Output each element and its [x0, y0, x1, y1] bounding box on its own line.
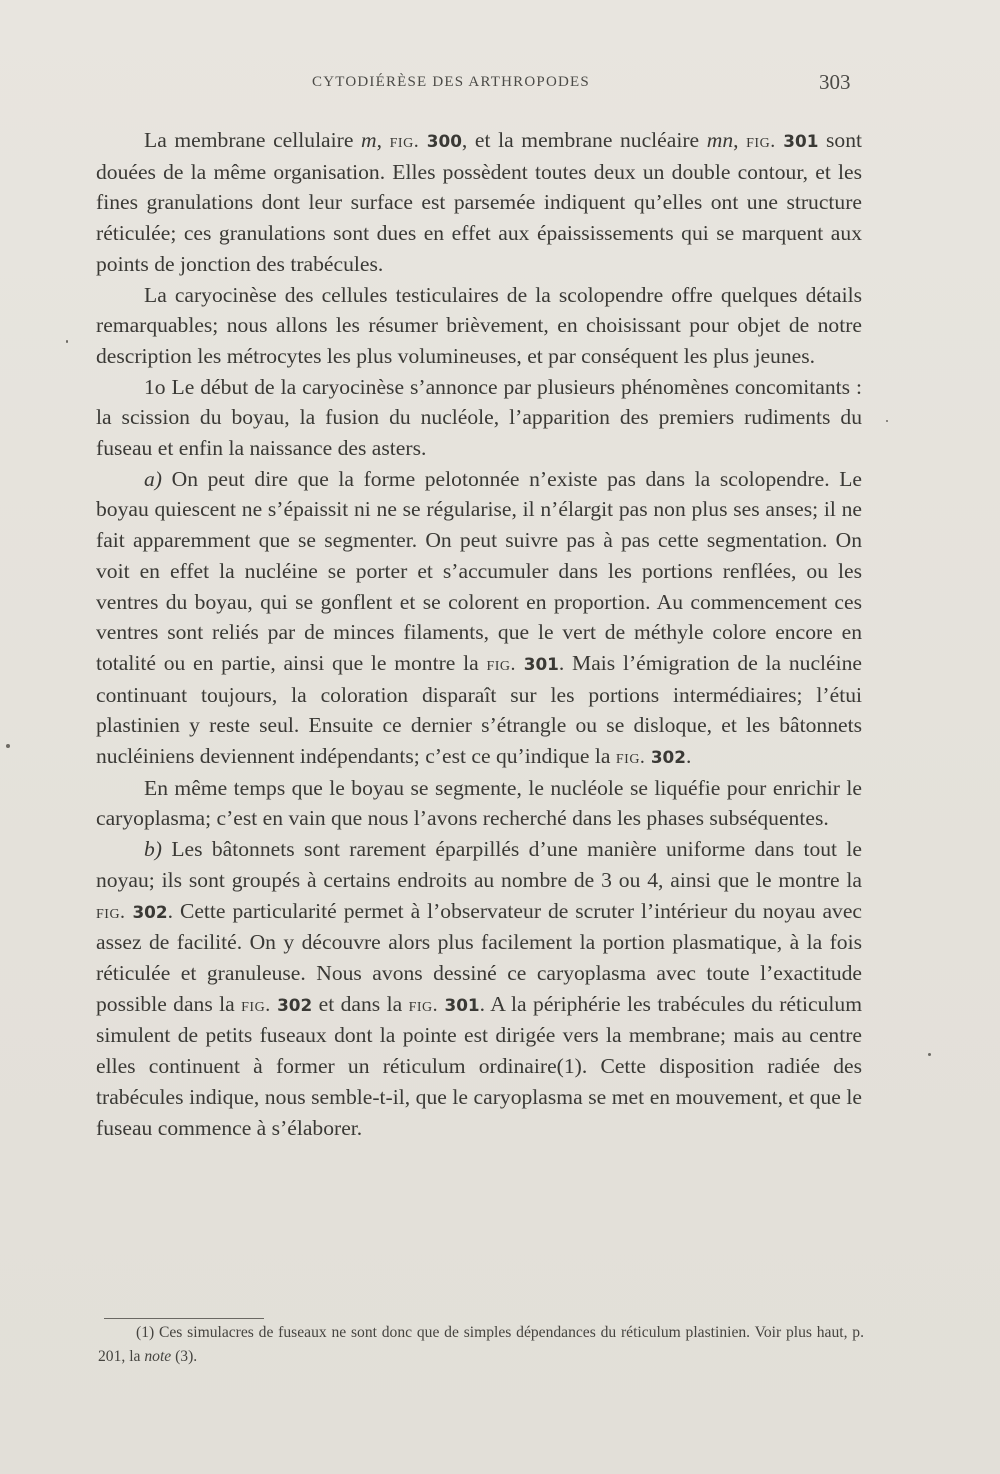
paper-speck	[6, 744, 10, 748]
paragraph-a	[96, 464, 862, 773]
fig-number: 301	[783, 131, 819, 151]
fig-number: 301	[523, 653, 559, 674]
label-mn: mn	[706, 128, 734, 152]
text-run: On peut dire que la forme pelotonnée n’existe pas dans la scolopendre. Le boyau quiescent ne s’épaissit ni ne se régularise, il n’élargit pas non plus ses anses; il ne fait apparemment que se segmenter. On peut suivre pas à pas cette segmentation. On voit en effet la nucléine se porter et s’accumuler dans les portions renflées, ou les ventres du boyau, qui se gonflent et se colorent en proportion. Au commencement ces ventres sont reliés par de minces filaments, que le vert de méthyle colore encore en totalité ou en partie, ainsi que le montre la	[96, 466, 862, 675]
fig-label: fig.	[746, 130, 776, 152]
text-run: . Cette particularité permet à l’observateur de scruter l’intérieur du noyau avec assez de facilité. On y découvre alors plus facilement la portion plasmatique, à la fois réticulée et granuleuse. Nous avons dessiné ce caryoplasma avec toute l’exactitude possible dans la	[96, 898, 862, 1016]
paragraph-caryocinese: La caryocinèse des cellules testiculaires de la scolopendre offre quelques détails remarquables; nous allons les résumer brièvement, en choisissant pour objet de notre description les métrocytes les plus volumineuses, et par conséquent les plus jeunes.	[96, 282, 862, 368]
text-run: . Mais l’émigration de la nucléine continuant toujours, la coloration disparaît sur les portions intermédiaires; l’étui plastinien y reste seul. Ensuite ce dernier s’étrangle ou se disloque, et les bâtonnets nucléiniens deviennent indépendants; c’est ce qu’indique la	[96, 650, 863, 769]
fig-number: 300	[426, 131, 462, 151]
running-head	[0, 70, 1000, 100]
paragraph-b	[96, 834, 862, 1143]
text-run: ,	[733, 128, 747, 152]
footnote-note-word: note	[144, 1348, 172, 1365]
fig-label: fig.	[486, 652, 516, 675]
fig-label: fig.	[389, 130, 420, 152]
text-run: La membrane cellulaire	[144, 128, 362, 152]
footnote-rule	[104, 1318, 264, 1319]
text-run: . A la périphérie les trabécules du réticulum simulent de petits fuseaux dont la pointe est dirigée vers la membrane; mais au centre elles continuent à former un réticulum ordinaire(1). Cette disposition radiée des trabécules indique, nous semble-t-il, que le caryoplasma se met en mouvement, et que le fuseau commence à s’élaborer.	[96, 991, 862, 1140]
paragraph-membranes	[96, 125, 862, 280]
body-text	[96, 125, 862, 1143]
fig-label: fig.	[408, 993, 439, 1016]
fig-label: fig.	[615, 746, 646, 769]
paper-speck	[66, 340, 68, 343]
text-run: .	[685, 744, 692, 769]
footnote	[98, 1321, 864, 1369]
item-label-a: a)	[144, 466, 162, 491]
text-run: , et la membrane nucléaire	[461, 128, 707, 152]
text-run: (1) Ces simulacres de fuseaux ne sont donc que de simples dépendances du réticulum plastinien. Voir plus haut, p. 201, la	[98, 1324, 864, 1365]
text-run: Les bâtonnets sont rarement éparpillés d’une manière uniforme dans tout le noyau; ils sont groupés à certains endroits au nombre de 3 ou 4, ainsi que le montre la	[96, 837, 862, 892]
fig-number: 302	[650, 747, 686, 768]
fig-label: fig.	[96, 900, 126, 923]
fig-number: 301	[444, 994, 480, 1015]
text-run: ,	[376, 128, 390, 152]
page-number: 303	[819, 70, 851, 94]
fig-number: 302	[132, 901, 168, 922]
item-label-b: b)	[144, 837, 162, 862]
paragraph-debut: 1o Le début de la caryocinèse s’annonce par plusieurs phénomènes concomitants : la scission du boyau, la fusion du nucléole, l’apparition des premiers rudiments du fuseau et enfin la naissance des asters.	[96, 374, 862, 461]
text-run: sont douées de la même organisation. Elles possèdent toutes deux un double contour, et les fines granulations dont leur surface est parsemée indiquent qu’elles ont une structure réticulée; ces granulations sont dues en effet aux épaississements qui se marquent aux points de jonction des trabécules.	[96, 128, 863, 276]
running-title: CYTODIÉRÈSE DES ARTHROPODES	[312, 74, 590, 90]
fig-number: 302	[277, 994, 313, 1015]
text-run: et dans la	[312, 991, 409, 1016]
label-m: m	[361, 128, 377, 152]
paper-speck	[886, 420, 888, 422]
paper-speck	[928, 1053, 931, 1056]
fig-label: fig.	[241, 993, 271, 1016]
text-run: (3).	[171, 1348, 198, 1365]
paragraph-nucleole: En même temps que le boyau se segmente, le nucléole se liquéfie pour enrichir le caryoplasma; c’est en vain que nous l’avons recherché dans les phases subséquentes.	[96, 775, 862, 831]
